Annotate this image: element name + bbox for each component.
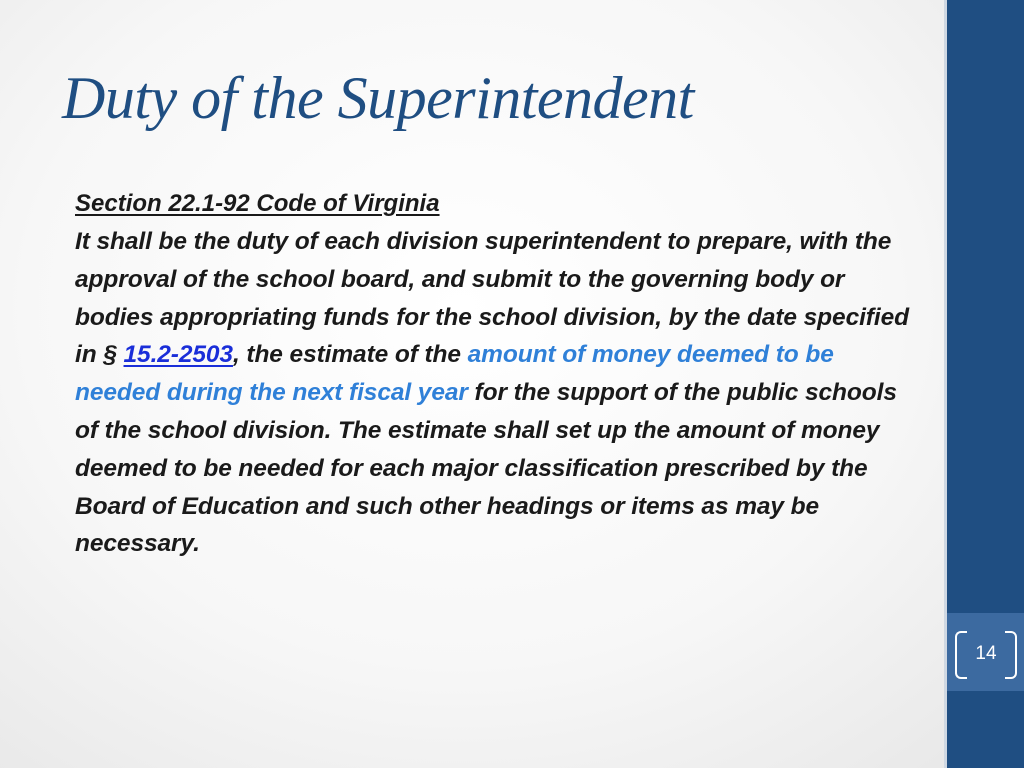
highlighted-phrase: amount of money deemed to be needed during the next fiscal year [75,341,834,407]
page-number: 14 [975,643,997,664]
body-text-part3: for the support of the public schools of the school division. The estimate shall set up the amount of money deemed to be needed for each major classification prescribed by the Board of Education and such other headings or items as may be necessary. [75,379,897,558]
body-text-part2: , the estimate of the [232,341,468,369]
slide-title: Duty of the Superintendent [62,65,694,131]
section-heading: Section 22.1-92 Code of Virginia [75,190,440,217]
slide-content [75,185,925,563]
page-number-frame [955,631,1017,677]
statute-link[interactable]: 15.2-2503 [123,341,233,369]
body-paragraph [75,223,925,563]
body-text-part1: It shall be the duty of each division superintendent to prepare, with the approval of the school board, and submit to the governing body or bodies appropriating funds for the school division, by the date specified in § [75,228,909,369]
